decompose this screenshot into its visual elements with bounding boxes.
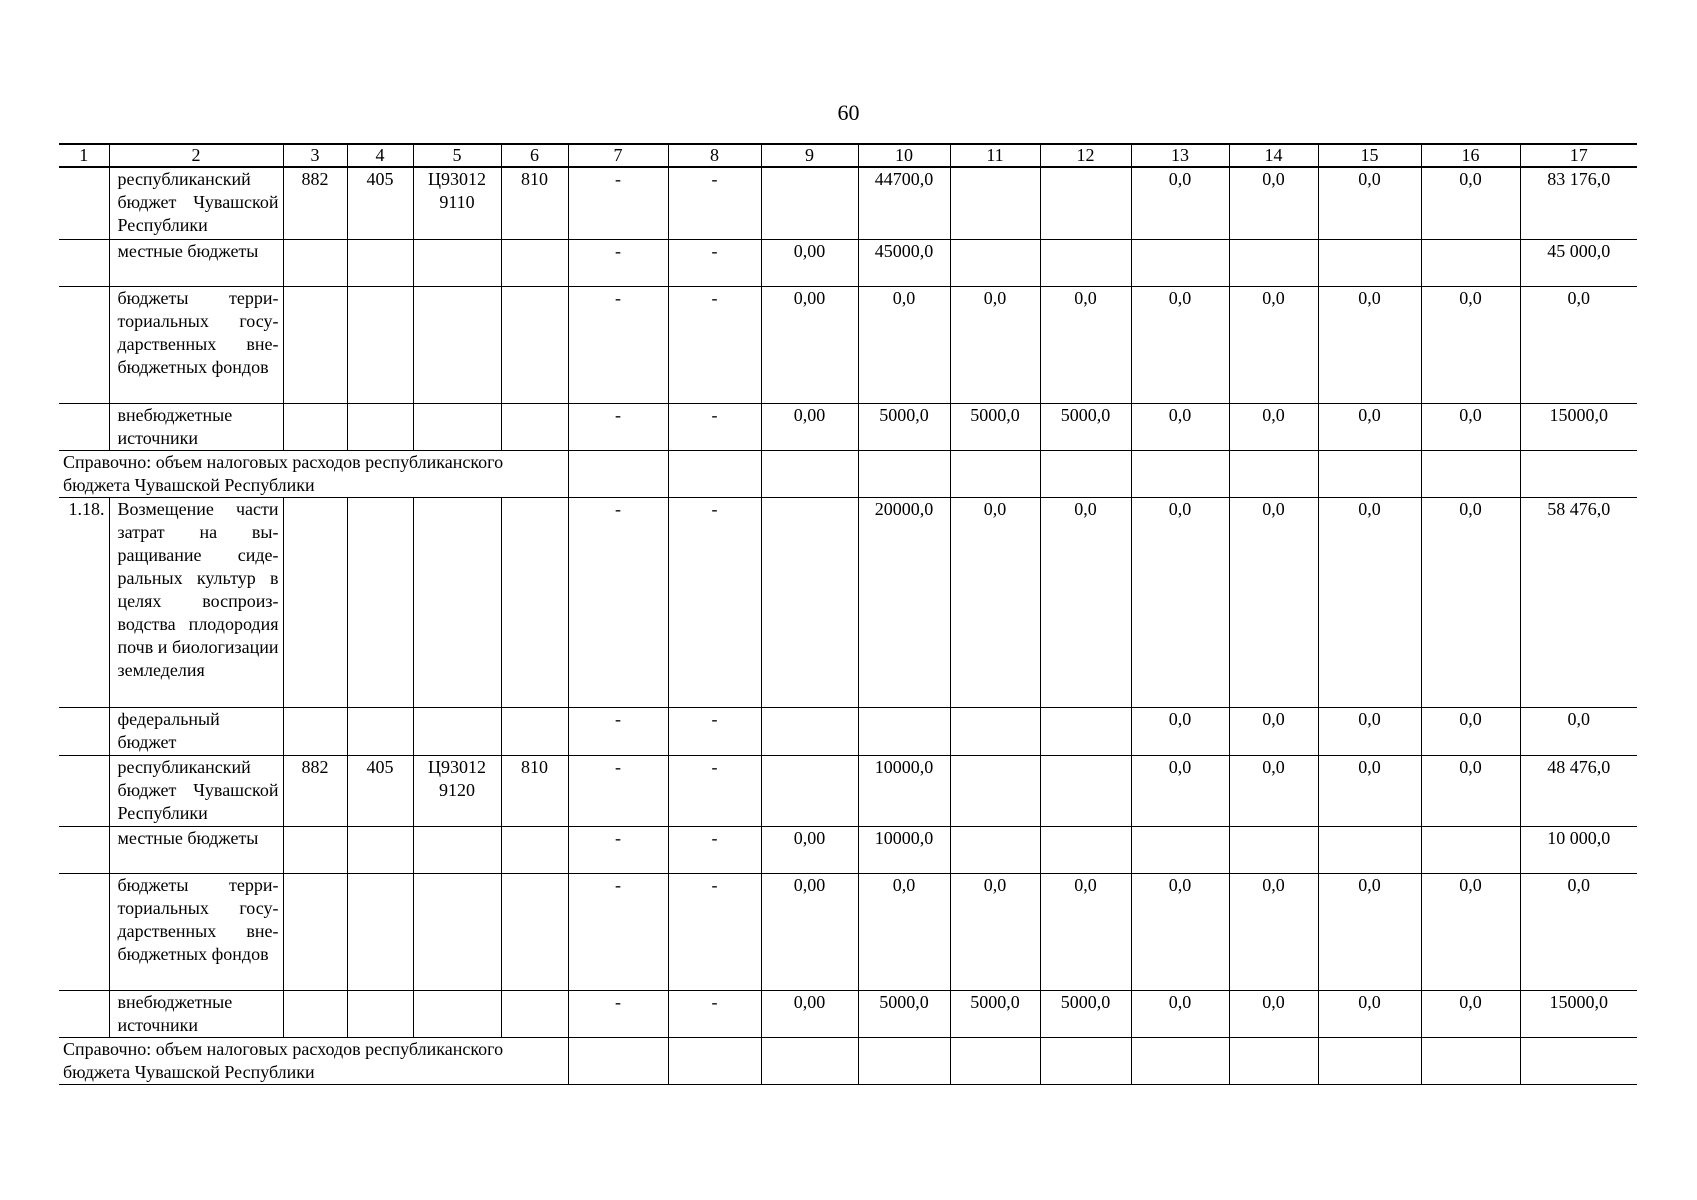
column-header: 6	[501, 144, 568, 167]
budget-table	[59, 143, 1637, 1085]
table-row	[59, 167, 1637, 239]
column-header: 2	[109, 144, 283, 167]
table-cell	[1040, 826, 1131, 873]
table-cell: 0,0	[1421, 286, 1520, 403]
row-number	[59, 239, 109, 286]
table-row	[59, 755, 1637, 826]
table-cell	[1131, 450, 1229, 497]
table-cell: 0,0	[1421, 990, 1520, 1037]
table-cell: -	[568, 826, 668, 873]
table-cell	[1318, 826, 1421, 873]
table-cell: 0,0	[858, 873, 950, 990]
table-cell	[501, 403, 568, 450]
table-cell	[1040, 755, 1131, 826]
table-cell	[1229, 826, 1318, 873]
table-row	[59, 873, 1637, 990]
table-cell	[1040, 450, 1131, 497]
table-cell	[1131, 239, 1229, 286]
table-cell: 5000,0	[858, 403, 950, 450]
table-cell: 0,0	[1040, 873, 1131, 990]
table-cell: -	[668, 497, 761, 707]
table-cell	[950, 826, 1040, 873]
table-cell: Ц93012 9110	[413, 167, 501, 239]
table-cell	[858, 450, 950, 497]
row-number	[59, 403, 109, 450]
table-row	[59, 826, 1637, 873]
table-cell: 0,0	[1520, 286, 1637, 403]
table-cell: 0,0	[858, 286, 950, 403]
table-cell	[347, 826, 413, 873]
table-cell	[761, 450, 858, 497]
row-number	[59, 167, 109, 239]
table-cell	[283, 403, 347, 450]
table-cell: 10000,0	[858, 755, 950, 826]
table-cell	[1040, 707, 1131, 755]
table-cell: 0,0	[1131, 707, 1229, 755]
table-cell: 405	[347, 167, 413, 239]
table-cell	[347, 286, 413, 403]
table-cell: -	[568, 497, 668, 707]
table-cell: 0,0	[1131, 755, 1229, 826]
table-cell: 20000,0	[858, 497, 950, 707]
table-cell: -	[568, 403, 668, 450]
table-cell	[347, 707, 413, 755]
table-cell: Ц93012 9120	[413, 755, 501, 826]
column-header: 15	[1318, 144, 1421, 167]
table-cell	[413, 286, 501, 403]
table-cell: -	[668, 707, 761, 755]
table-cell	[568, 1037, 668, 1084]
table-cell	[858, 1037, 950, 1084]
table-cell: -	[568, 873, 668, 990]
table-cell	[413, 239, 501, 286]
table-cell	[668, 450, 761, 497]
table-cell: 15000,0	[1520, 990, 1637, 1037]
table-cell	[283, 497, 347, 707]
column-header: 12	[1040, 144, 1131, 167]
table-cell	[501, 239, 568, 286]
column-header: 13	[1131, 144, 1229, 167]
table-cell	[1421, 239, 1520, 286]
table-cell	[1040, 167, 1131, 239]
row-name: внебюджетные источники	[109, 403, 283, 450]
table-cell: 10 000,0	[1520, 826, 1637, 873]
table-cell: 0,0	[1318, 286, 1421, 403]
column-header: 5	[413, 144, 501, 167]
table-cell: 45000,0	[858, 239, 950, 286]
column-header: 1	[59, 144, 109, 167]
table-cell: 0,0	[1229, 167, 1318, 239]
reference-note: Справочно: объем налоговых расходов республиканского бюджета Чувашской Республики	[59, 1037, 568, 1084]
table-cell: -	[568, 990, 668, 1037]
column-header: 16	[1421, 144, 1520, 167]
row-name: местные бюджеты	[109, 826, 283, 873]
table-cell	[347, 990, 413, 1037]
table-cell	[761, 497, 858, 707]
table-cell	[950, 239, 1040, 286]
table-cell: 0,0	[950, 286, 1040, 403]
table-cell	[950, 755, 1040, 826]
row-name: федеральный бюджет	[109, 707, 283, 755]
table-cell	[283, 286, 347, 403]
table-cell: 5000,0	[950, 990, 1040, 1037]
table-cell	[761, 167, 858, 239]
table-cell	[950, 1037, 1040, 1084]
table-cell: 44700,0	[858, 167, 950, 239]
table-cell: 0,0	[1318, 990, 1421, 1037]
table-cell	[1040, 239, 1131, 286]
table-header-row	[59, 144, 1637, 167]
table-cell: 0,00	[761, 826, 858, 873]
column-header: 11	[950, 144, 1040, 167]
row-name: местные бюджеты	[109, 239, 283, 286]
row-number	[59, 873, 109, 990]
row-number	[59, 707, 109, 755]
table-cell: 810	[501, 167, 568, 239]
table-cell: 0,0	[1131, 286, 1229, 403]
table-cell: 0,0	[1421, 707, 1520, 755]
table-cell: -	[668, 873, 761, 990]
table-cell: 882	[283, 755, 347, 826]
table-cell: 0,0	[1229, 707, 1318, 755]
table-cell	[1131, 826, 1229, 873]
table-cell: 0,0	[1229, 873, 1318, 990]
row-name: внебюджетные источники	[109, 990, 283, 1037]
table-cell	[501, 826, 568, 873]
row-name: Возмещение части затрат на выращивание сидеральных культур в целях воспроизводства плодородия почв и биологизации земледелия	[109, 497, 283, 707]
table-cell: -	[568, 707, 668, 755]
table-cell	[347, 403, 413, 450]
table-cell: 0,0	[950, 497, 1040, 707]
table-cell	[347, 873, 413, 990]
row-number: 1.18.	[59, 497, 109, 707]
table-cell: -	[568, 755, 668, 826]
table-cell	[1520, 1037, 1637, 1084]
column-header: 4	[347, 144, 413, 167]
table-cell: 0,0	[1421, 873, 1520, 990]
reference-note: Справочно: объем налоговых расходов республиканского бюджета Чувашской Республики	[59, 450, 568, 497]
table-cell: 15000,0	[1520, 403, 1637, 450]
table-cell	[283, 239, 347, 286]
table-cell: 0,0	[1318, 403, 1421, 450]
table-cell	[568, 450, 668, 497]
table-cell: 0,0	[1318, 873, 1421, 990]
column-header: 14	[1229, 144, 1318, 167]
column-header: 3	[283, 144, 347, 167]
table-cell: 0,0	[1421, 755, 1520, 826]
row-number	[59, 826, 109, 873]
table-cell: -	[668, 755, 761, 826]
table-cell	[347, 239, 413, 286]
table-cell: 10000,0	[858, 826, 950, 873]
table-cell	[413, 873, 501, 990]
table-cell	[1229, 239, 1318, 286]
table-cell	[950, 707, 1040, 755]
table-cell	[1421, 1037, 1520, 1084]
table-cell: 0,0	[1131, 403, 1229, 450]
table-cell	[1040, 1037, 1131, 1084]
table-cell	[501, 707, 568, 755]
table-cell: 0,0	[1421, 167, 1520, 239]
table-cell: -	[668, 990, 761, 1037]
table-cell: 48 476,0	[1520, 755, 1637, 826]
table-cell	[283, 707, 347, 755]
table-cell: 810	[501, 755, 568, 826]
table-cell	[1421, 826, 1520, 873]
table-cell: -	[668, 239, 761, 286]
table-cell: 5000,0	[858, 990, 950, 1037]
table-cell: 58 476,0	[1520, 497, 1637, 707]
table-cell	[950, 450, 1040, 497]
table-cell: 0,0	[1131, 990, 1229, 1037]
table-cell	[283, 826, 347, 873]
table-cell: 0,0	[1131, 167, 1229, 239]
table-cell: 0,00	[761, 873, 858, 990]
table-cell	[1318, 239, 1421, 286]
row-name: республиканский бюджет Чувашской Республики	[109, 167, 283, 239]
table-cell: 5000,0	[1040, 403, 1131, 450]
table-cell: 5000,0	[950, 403, 1040, 450]
table-cell: 83 176,0	[1520, 167, 1637, 239]
table-cell: 0,0	[1040, 497, 1131, 707]
table-cell: 0,0	[1421, 497, 1520, 707]
column-header: 8	[668, 144, 761, 167]
table-cell: 0,0	[1318, 755, 1421, 826]
table-cell: -	[668, 826, 761, 873]
table-cell: -	[668, 403, 761, 450]
table-cell: 0,0	[1229, 403, 1318, 450]
row-name: республиканский бюджет Чувашской Республики	[109, 755, 283, 826]
column-header: 10	[858, 144, 950, 167]
table-cell	[761, 707, 858, 755]
table-cell: 0,00	[761, 403, 858, 450]
table-cell: -	[668, 286, 761, 403]
table-cell: -	[568, 167, 668, 239]
table-cell: 882	[283, 167, 347, 239]
table-cell: 0,0	[1131, 497, 1229, 707]
table-cell	[1421, 450, 1520, 497]
table-cell: 0,0	[1520, 707, 1637, 755]
table-cell: 0,00	[761, 239, 858, 286]
table-cell	[1318, 450, 1421, 497]
column-header: 7	[568, 144, 668, 167]
row-number	[59, 755, 109, 826]
table-cell	[950, 167, 1040, 239]
row-name: бюджеты территориальных государственных внебюджетных фондов	[109, 286, 283, 403]
table-row	[59, 286, 1637, 403]
table-cell: 5000,0	[1040, 990, 1131, 1037]
table-row	[59, 990, 1637, 1037]
table-cell	[1229, 1037, 1318, 1084]
reference-note-row	[59, 1037, 1637, 1084]
table-cell: 0,0	[950, 873, 1040, 990]
table-cell	[413, 707, 501, 755]
table-cell	[413, 990, 501, 1037]
table-cell	[501, 497, 568, 707]
table-row	[59, 239, 1637, 286]
column-header: 9	[761, 144, 858, 167]
table-cell	[501, 873, 568, 990]
table-cell	[761, 1037, 858, 1084]
table-cell	[283, 873, 347, 990]
table-cell: 45 000,0	[1520, 239, 1637, 286]
table-cell: 0,00	[761, 286, 858, 403]
table-cell	[413, 826, 501, 873]
table-cell: 0,0	[1318, 167, 1421, 239]
table-cell: -	[568, 286, 668, 403]
table-cell	[668, 1037, 761, 1084]
table-cell	[501, 990, 568, 1037]
column-header: 17	[1520, 144, 1637, 167]
table-cell	[1318, 1037, 1421, 1084]
page-number: 60	[837, 100, 860, 125]
table-cell	[413, 403, 501, 450]
table-cell	[413, 497, 501, 707]
table-cell: 405	[347, 755, 413, 826]
table-cell: 0,0	[1318, 497, 1421, 707]
table-cell: 0,0	[1040, 286, 1131, 403]
table-cell: 0,00	[761, 990, 858, 1037]
table-cell: 0,0	[1229, 286, 1318, 403]
table-cell	[1229, 450, 1318, 497]
table-cell: 0,0	[1520, 873, 1637, 990]
table-cell: 0,0	[1421, 403, 1520, 450]
table-cell	[858, 707, 950, 755]
table-cell: 0,0	[1229, 755, 1318, 826]
table-cell: -	[568, 239, 668, 286]
table-cell	[1131, 1037, 1229, 1084]
table-cell: 0,0	[1229, 990, 1318, 1037]
table-cell	[1520, 450, 1637, 497]
table-cell	[761, 755, 858, 826]
table-row	[59, 497, 1637, 707]
reference-note-row	[59, 450, 1637, 497]
table-row	[59, 707, 1637, 755]
row-name: бюджеты территориальных государственных внебюджетных фондов	[109, 873, 283, 990]
table-cell: 0,0	[1131, 873, 1229, 990]
row-number	[59, 286, 109, 403]
table-cell: -	[668, 167, 761, 239]
table-cell: 0,0	[1229, 497, 1318, 707]
budget-table-body	[59, 144, 1637, 1084]
table-cell: 0,0	[1318, 707, 1421, 755]
row-number	[59, 990, 109, 1037]
table-cell	[501, 286, 568, 403]
table-row	[59, 403, 1637, 450]
table-cell	[283, 990, 347, 1037]
table-cell	[347, 497, 413, 707]
